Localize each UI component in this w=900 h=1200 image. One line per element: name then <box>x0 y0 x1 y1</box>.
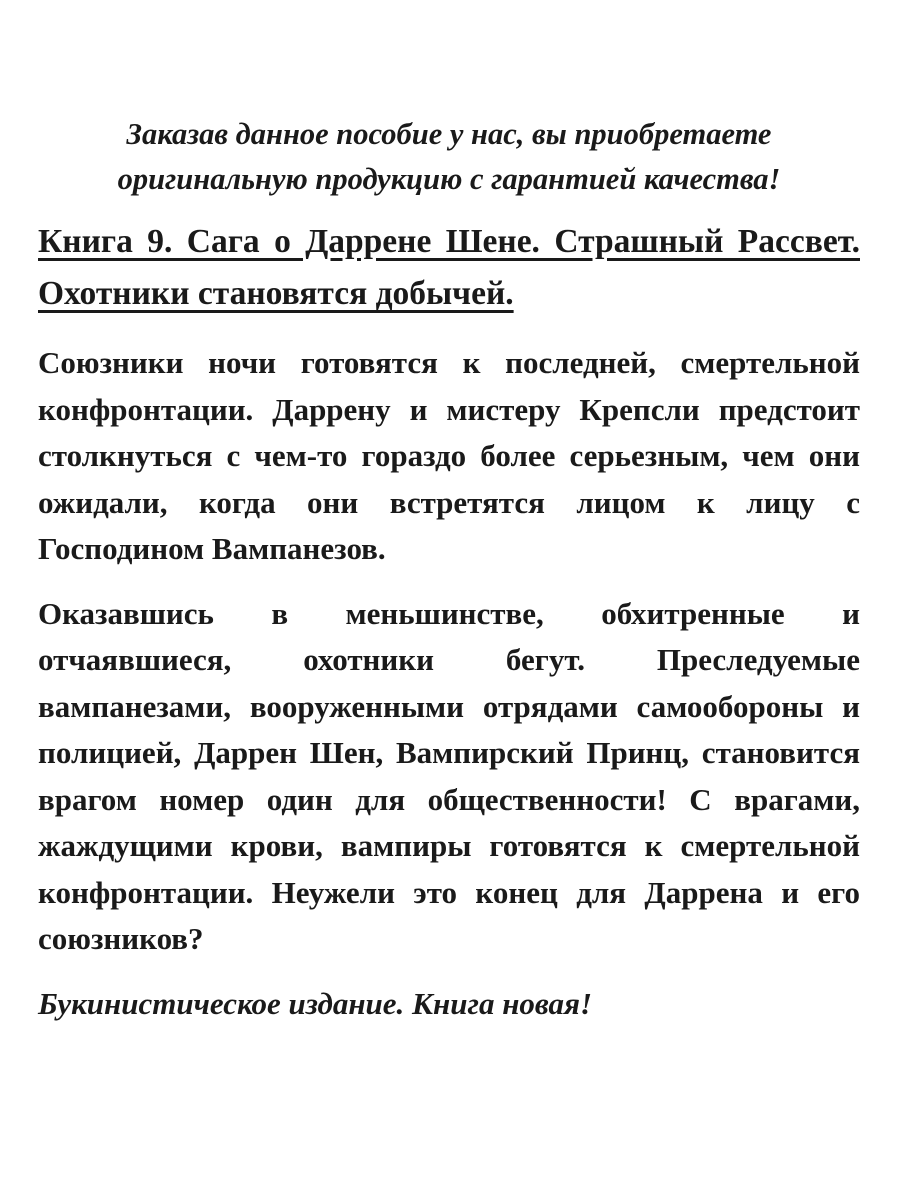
edition-note: Букинистическое издание. Книга новая! <box>38 985 593 1021</box>
book-description-page <box>38 112 860 1027</box>
promo-line-2: оригинальную продукцию с гарантией качества! <box>117 162 781 196</box>
description-paragraph-1: Союзники ночи готовятся к последней, смертельной конфронтации. Даррену и мистеру Крепсли предстоит столкнуться с чем-то гораздо более серьезным, чем они ожидали, когда они встретятся лицом к лицу с Господином Вампанезов. <box>38 345 860 566</box>
description-paragraph-2: Оказавшись в меньшинстве, обхитренные и отчаявшиеся, охотники бегут. Преследуемые вампанезами, вооруженными отрядами самообороны и полицией, Даррен Шен, Вампирский Принц, становится врагом номер один для общественности! С врагами, жаждущими крови, вампиры готовятся к смертельной конфронтации. Неужели это конец для Даррена и его союзников? <box>38 595 860 956</box>
book-title: Книга 9. Сага о Даррене Шене. Страшный Рассвет. Охотники становятся добычей. <box>38 223 860 312</box>
promo-line-1: Заказав данное пособие у нас, вы приобретаете <box>126 117 772 151</box>
promo-note <box>38 112 860 202</box>
